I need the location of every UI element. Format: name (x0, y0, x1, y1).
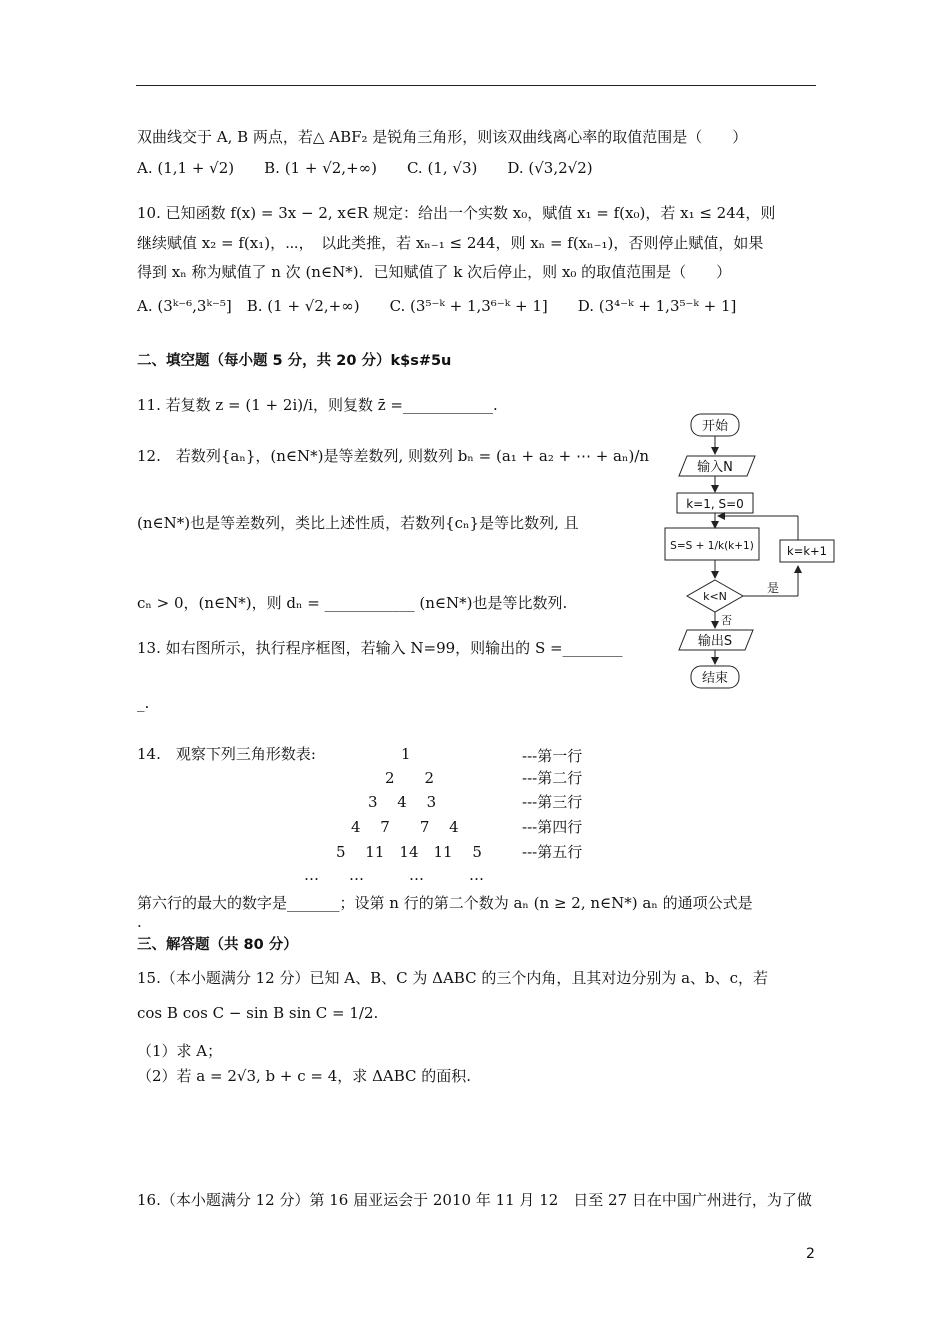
q15-line1: 15.（本小题满分 12 分）已知 A、B、C 为 ΔABC 的三个内角，且其对边分别为 a、b、c，若 (137, 969, 769, 987)
row-label-3: ---第三行 (522, 793, 583, 811)
triangle-row-5: 5 11 14 11 5 (336, 843, 482, 861)
triangle-row-6: … … … … (304, 866, 485, 884)
row-label-2: ---第二行 (522, 769, 583, 787)
q15-part1: （1）求 A； (137, 1042, 223, 1060)
q9-line: 双曲线交于 A, B 两点，若△ ABF₂ 是锐角三角形，则该双曲线离心率的取值范围是（ ） (137, 128, 748, 146)
q12-line3: cₙ > 0，(n∈N*)，则 dₙ = ____________ (n∈N*)也是等比数列. (137, 594, 568, 612)
q10-line1: 10. 已知函数 f(x) = 3x − 2, x∈R 规定：给出一个实数 x₀，赋值 x₁ = f(x₀)，若 x₁ ≤ 244，则 (137, 204, 776, 222)
q15-part2: （2）若 a = 2√3, b + c = 4，求 ΔABC 的面积. (137, 1067, 472, 1085)
end-label: 结束 (701, 671, 729, 686)
row-label-1: ---第一行 (522, 747, 583, 765)
q10-line2: 继续赋值 x₂ = f(x₁)，⋯， 以此类推，若 xₙ₋₁ ≤ 244，则 xₙ = f(xₙ₋₁)，否则停止赋值，如果 (137, 234, 764, 252)
input-label: 输入N (697, 460, 733, 475)
no-label: 否 (721, 614, 732, 627)
triangle-row-2: 2 2 (385, 769, 435, 787)
q14-tail: . (137, 913, 142, 931)
q13-line2: _. (137, 694, 150, 712)
init-label: k=1, S=0 (686, 497, 744, 511)
q10-line3: 得到 xₙ 称为赋值了 n 次 (n∈N*)．已知赋值了 k 次后停止，则 x₀ 的取值范围是（ ） (137, 263, 732, 281)
q10-options: A. (3ᵏ⁻⁶,3ᵏ⁻⁵] B. (1 + √2,+∞) C. (3⁵⁻ᵏ + 1,3⁶⁻ᵏ + 1] D. (3⁴⁻ᵏ + 1,3⁵⁻ᵏ + 1] (137, 297, 737, 315)
q16-line1: 16.（本小题满分 12 分）第 16 届亚运会于 2010 年 11 月 12 日至 27 日在中国广州进行，为了做 (137, 1191, 812, 1209)
q11-text: 11. 若复数 z = (1 + 2i)/i，则复数 z̄ =____________. (137, 396, 498, 414)
yes-label: 是 (767, 581, 780, 595)
header-rule (136, 85, 816, 86)
q14-intro: 14. 观察下列三角形数表: (137, 745, 316, 763)
q14-question: 第六行的最大的数字是_______；设第 n 行的第二个数为 aₙ (n ≥ 2, n∈N*) aₙ 的通项公式是 (137, 894, 753, 912)
page-number: 2 (806, 1246, 815, 1262)
q15-line2: cos B cos C − sin B sin C = 1/2. (137, 1004, 379, 1022)
q13-line1: 13. 如右图所示，执行程序框图，若输入 N=99，则输出的 S =________ (137, 639, 623, 657)
flowchart (663, 410, 843, 699)
output-label: 输出S (697, 634, 733, 649)
q12-line1: 12. 若数列{aₙ}，(n∈N*)是等差数列, 则数列 bₙ = (a₁ + a₂ + ⋯ + aₙ)/n (137, 447, 650, 465)
section3-heading: 三、解答题（共 80 分） (137, 937, 298, 953)
section2-heading: 二、填空题（每小题 5 分，共 20 分）k$s#5u (137, 353, 452, 369)
row-label-5: ---第五行 (522, 843, 583, 861)
triangle-row-1: 1 (401, 745, 411, 763)
q9-options: A. (1,1 + √2) B. (1 + √2,+∞) C. (1, √3) D. (√3,2√2) (137, 159, 593, 177)
start-label: 开始 (701, 419, 729, 434)
row-label-4: ---第四行 (522, 818, 583, 836)
triangle-row-4: 4 7 7 4 (351, 818, 459, 836)
calc-label: S=S + 1/k(k+1) (670, 540, 754, 552)
triangle-row-3: 3 4 3 (368, 793, 437, 811)
incr-label: k=k+1 (787, 544, 827, 558)
q12-line2: (n∈N*)也是等差数列，类比上述性质，若数列{cₙ}是等比数列, 且 (137, 514, 579, 532)
cond-label: k<N (703, 590, 727, 603)
